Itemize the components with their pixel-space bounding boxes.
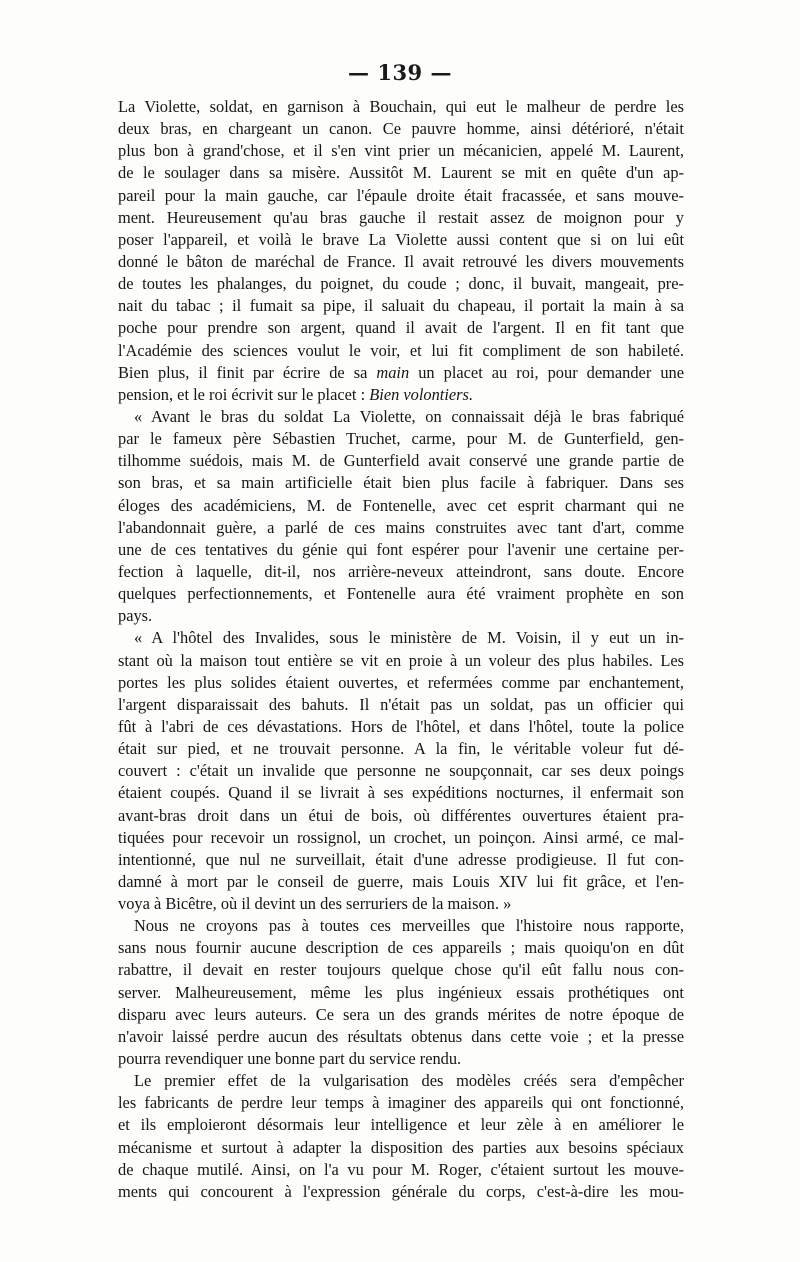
text-line: n'avoir laissé perdre aucun des résultats obtenus dans cette voie ; et la presse [118,1026,684,1046]
text-line: et ils emploieront désormais leur intelligence et leur zèle à en améliorer le [118,1115,684,1135]
text-line: l'argent disparaissait des bahuts. Il n'était pas un soldat, pas un officier qui [118,694,684,714]
text-line: pays. [118,606,153,626]
text-line: ment. Heureusement qu'au bras gauche il restait assez de moignon pour y [118,207,684,227]
text-line: étaient coupés. Quand il se livrait à ses expéditions nocturnes, il enfermait son [118,783,684,803]
italic-phrase: Bien volontiers. [369,384,474,404]
text-line: server. Malheureusement, même les plus ingénieux essais prothétiques ont [118,982,684,1002]
text-line: deux bras, en chargeant un canon. Ce pauvre homme, ainsi détérioré, n'était [118,119,684,139]
text-line: disparu avec leurs auteurs. Ce sera un des grands mérites de notre époque de [118,1004,684,1024]
text-line: était sur pied, et ne trouvait personne. A la fin, le véritable voleur fut dé- [118,739,684,759]
text-line: pourra revendiquer une bonne part du service rendu. [118,1049,462,1069]
text-line: de toutes les phalanges, du poignet, du coude ; donc, il buvait, mangeait, pre- [118,274,684,294]
text-line: Nous ne croyons pas à toutes ces merveilles que l'histoire nous rapporte, [134,916,684,936]
text-line: fût à l'abri de ces dévastations. Hors de l'hôtel, et dans l'hôtel, toute la police [118,716,684,736]
text-line: couvert : c'était un invalide que personne ne soupçonnait, car ses deux poings [118,761,684,781]
text-line: voya à Bicêtre, où il devint un des serruriers de la maison. » [118,894,512,914]
text-line: tiquées pour recevoir un rossignol, un crochet, un poinçon. Ainsi armé, ce mal- [118,827,684,847]
text-line: par le fameux père Sébastien Truchet, carme, pour M. de Gunterfield, gen- [118,429,684,449]
text-line: rabattre, il devait en rester toujours quelque chose qu'il eût fallu nous con- [118,960,684,980]
text-line: les fabricants de perdre leur temps à imaginer des appareils qui ont fonctionné, [118,1093,684,1113]
text-line: une de ces tentatives du génie qui font espérer pour l'avenir une certaine per- [118,539,684,559]
text-line: Bien plus, il finit par écrire de sa main un placet au roi, pour demander une [118,362,684,382]
text-line: « Avant le bras du soldat La Violette, on connaissait déjà le bras fabriqué [134,406,684,426]
text-line: intentionné, que nul ne surveillait, était d'une adresse prodigieuse. Il fut con- [118,849,684,869]
text-line: nait du tabac ; il fumait sa pipe, il saluait du chapeau, il portait la main à sa [118,296,684,316]
text-line: de chaque mutilé. Ainsi, on l'a vu pour M. Roger, c'étaient surtout les mouve- [118,1159,684,1179]
text-line: plus bon à grand'chose, et il s'en vint prier un mécanicien, appelé M. Laurent, [118,141,684,161]
text-line: poche pour prendre son argent, quand il avait de l'argent. Il en fit tant que [118,318,684,338]
page-number: — 139 — [348,60,452,85]
text-line: ments qui concourent à l'expression générale du corps, c'est-à-dire les mou- [118,1181,684,1201]
text-line: donné le bâton de maréchal de France. Il avait retrouvé les divers mouvements [118,251,684,271]
text-line: poser l'appareil, et voilà le brave La Violette aussi content que si on lui eût [118,229,684,249]
text-line: son bras, et sa main artificielle était bien plus facile à fabriquer. Dans ses [118,473,684,493]
text-line: « A l'hôtel des Invalides, sous le ministère de M. Voisin, il y eut un in- [134,628,684,648]
text-line: l'Académie des sciences voulut le voir, et lui fit compliment de son habileté. [118,340,684,360]
text-line: l'abandonnait guère, a parlé de ces mains construites avec tant d'art, comme [118,517,684,537]
text-line: pareil pour la main gauche, car l'épaule droite était fracassée, et sans mouve- [118,185,684,205]
text-line: portes les plus solides étaient ouvertes, et refermées comme par enchantement, [118,672,684,692]
text-line: tilhomme suédois, mais M. de Gunterfield avait conservé une grande partie de [118,451,684,471]
text-line: sans nous fournir aucune description de ces appareils ; mais quoiqu'on en dût [118,938,684,958]
text-line: avant-bras droit dans un étui de bois, où différentes ouvertures étaient pra- [118,805,684,825]
text-line: La Violette, soldat, en garnison à Bouchain, qui eut le malheur de perdre les [118,97,684,116]
text-line: damné à mort par le conseil de guerre, mais Louis XIV lui fit grâce, et l'en- [118,871,684,891]
text-line: pension, et le roi écrivit sur le placet : Bien volontiers. [118,384,474,404]
text-line: quelques perfectionnements, et Fontenelle aura été vraiment prophète en son [118,584,684,604]
italic-phrase: main [376,362,410,382]
text-line: fection à laquelle, dit-il, nos arrière-neveux atteindront, sans doute. Encore [118,561,684,581]
text-line: mécanisme et surtout à adapter la disposition des parties aux besoins spéciaux [118,1137,684,1157]
body-text [118,96,684,1203]
text-line: Le premier effet de la vulgarisation des modèles créés sera d'empêcher [134,1071,684,1091]
text-line: stant où la maison tout entière se vit en proie à un voleur des plus habiles. Les [118,650,684,670]
text-line: de le soulager dans sa misère. Aussitôt M. Laurent se mit en quête d'un ap- [118,163,684,183]
text-line: éloges des académiciens, M. de Fontenelle, avec cet esprit charmant qui ne [118,495,684,515]
